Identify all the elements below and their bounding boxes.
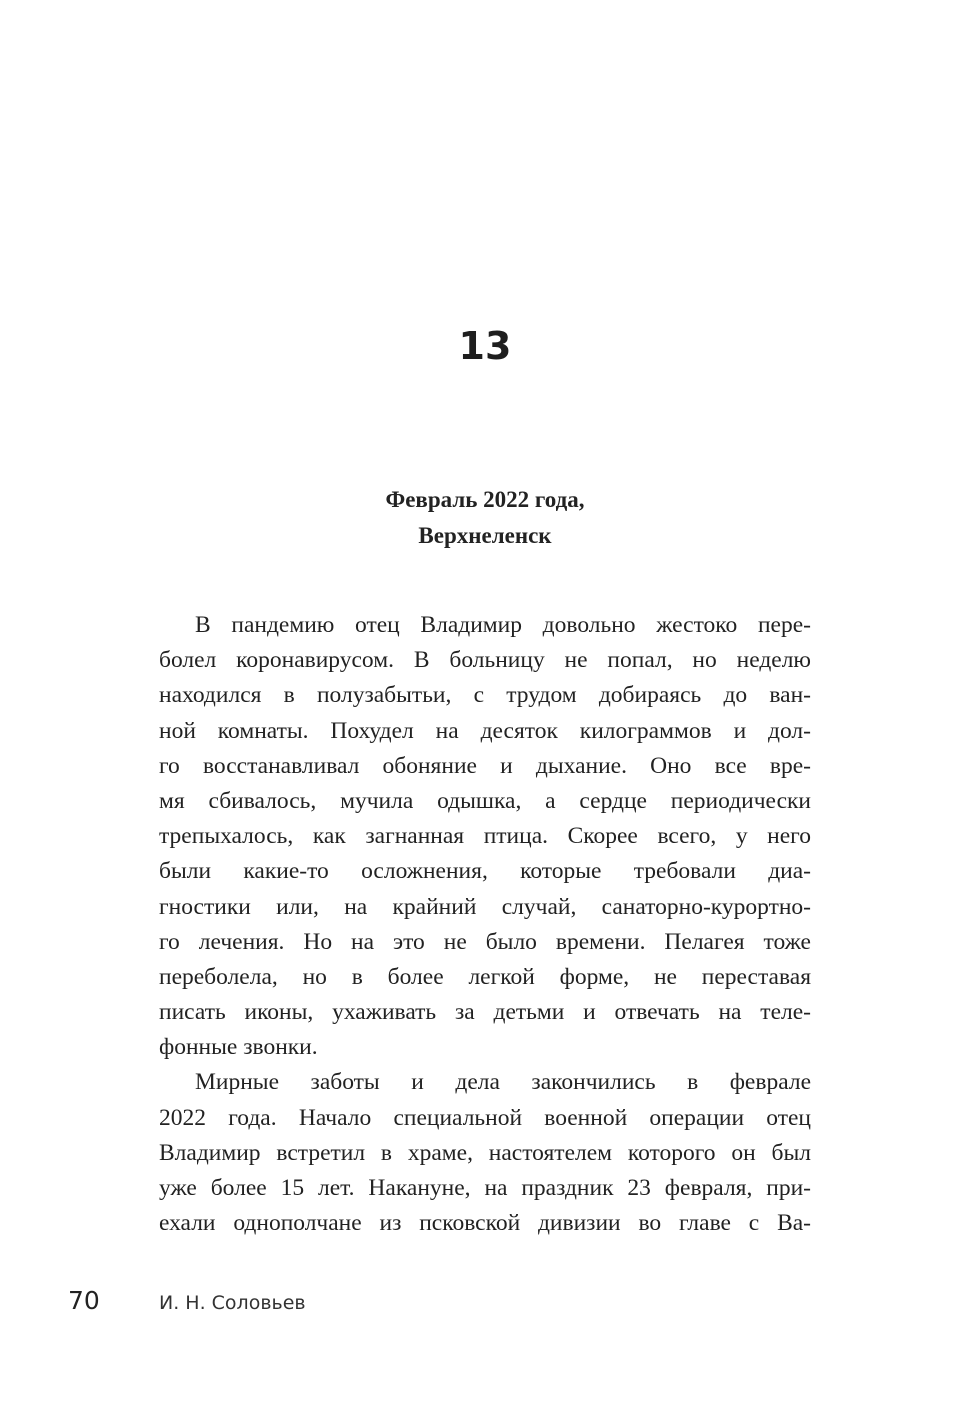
subtitle-line-place: Верхнеленск xyxy=(418,523,552,548)
text-line: ехали однополчане из псковской дивизии во главе с Ва- xyxy=(159,1210,811,1237)
text-line: 2022 года. Начало специальной военной операции отец xyxy=(159,1104,811,1131)
text-line: го лечения. Но на это не было времени. Пелагея тоже xyxy=(159,928,811,955)
text-line: Мирные заботы и дела закончились в феврале xyxy=(195,1069,811,1096)
text-line: писать иконы, ухаживать за детьми и отвечать на теле- xyxy=(159,999,811,1026)
text-line: фонные звонки. xyxy=(159,1034,318,1061)
subtitle-line-date: Февраль 2022 года, xyxy=(385,487,585,512)
text-line: уже более 15 лет. Накануне, на праздник 23 февраля, при- xyxy=(159,1175,811,1201)
paragraph-1 xyxy=(159,608,811,1065)
body-text xyxy=(159,608,811,1241)
text-line: трепыхалось, как загнанная птица. Скорее всего, у него xyxy=(159,823,811,850)
chapter-number: 13 xyxy=(458,324,512,368)
text-line: го восстанавливал обоняние и дыхание. Оно все вре- xyxy=(159,752,811,779)
text-line: переболела, но в более легкой форме, не переставая xyxy=(159,963,811,990)
text-line: болел коронавирусом. В больницу не попал, но неделю xyxy=(159,647,811,674)
text-line: мя сбивалось, мучила одышка, а сердце периодически xyxy=(159,787,811,814)
text-line: Владимир встретил в храме, настоятелем которого он был xyxy=(159,1139,811,1166)
running-head-author: И. Н. Соловьев xyxy=(159,1292,306,1314)
text-line: находился в полузабытьи, с трудом добираясь до ван- xyxy=(159,682,811,709)
chapter-subtitle xyxy=(0,482,970,554)
text-line: гностики или, на крайний случай, санаторно-курортно- xyxy=(159,893,811,920)
text-line: В пандемию отец Владимир довольно жестоко пере- xyxy=(195,612,811,638)
text-line: были какие-то осложнения, которые требовали диа- xyxy=(159,858,811,885)
page-number: 70 xyxy=(68,1286,100,1315)
text-line: ной комнаты. Похудел на десяток килограммов и дол- xyxy=(159,717,811,744)
page-footer xyxy=(0,1284,970,1318)
paragraph-2 xyxy=(159,1065,811,1241)
